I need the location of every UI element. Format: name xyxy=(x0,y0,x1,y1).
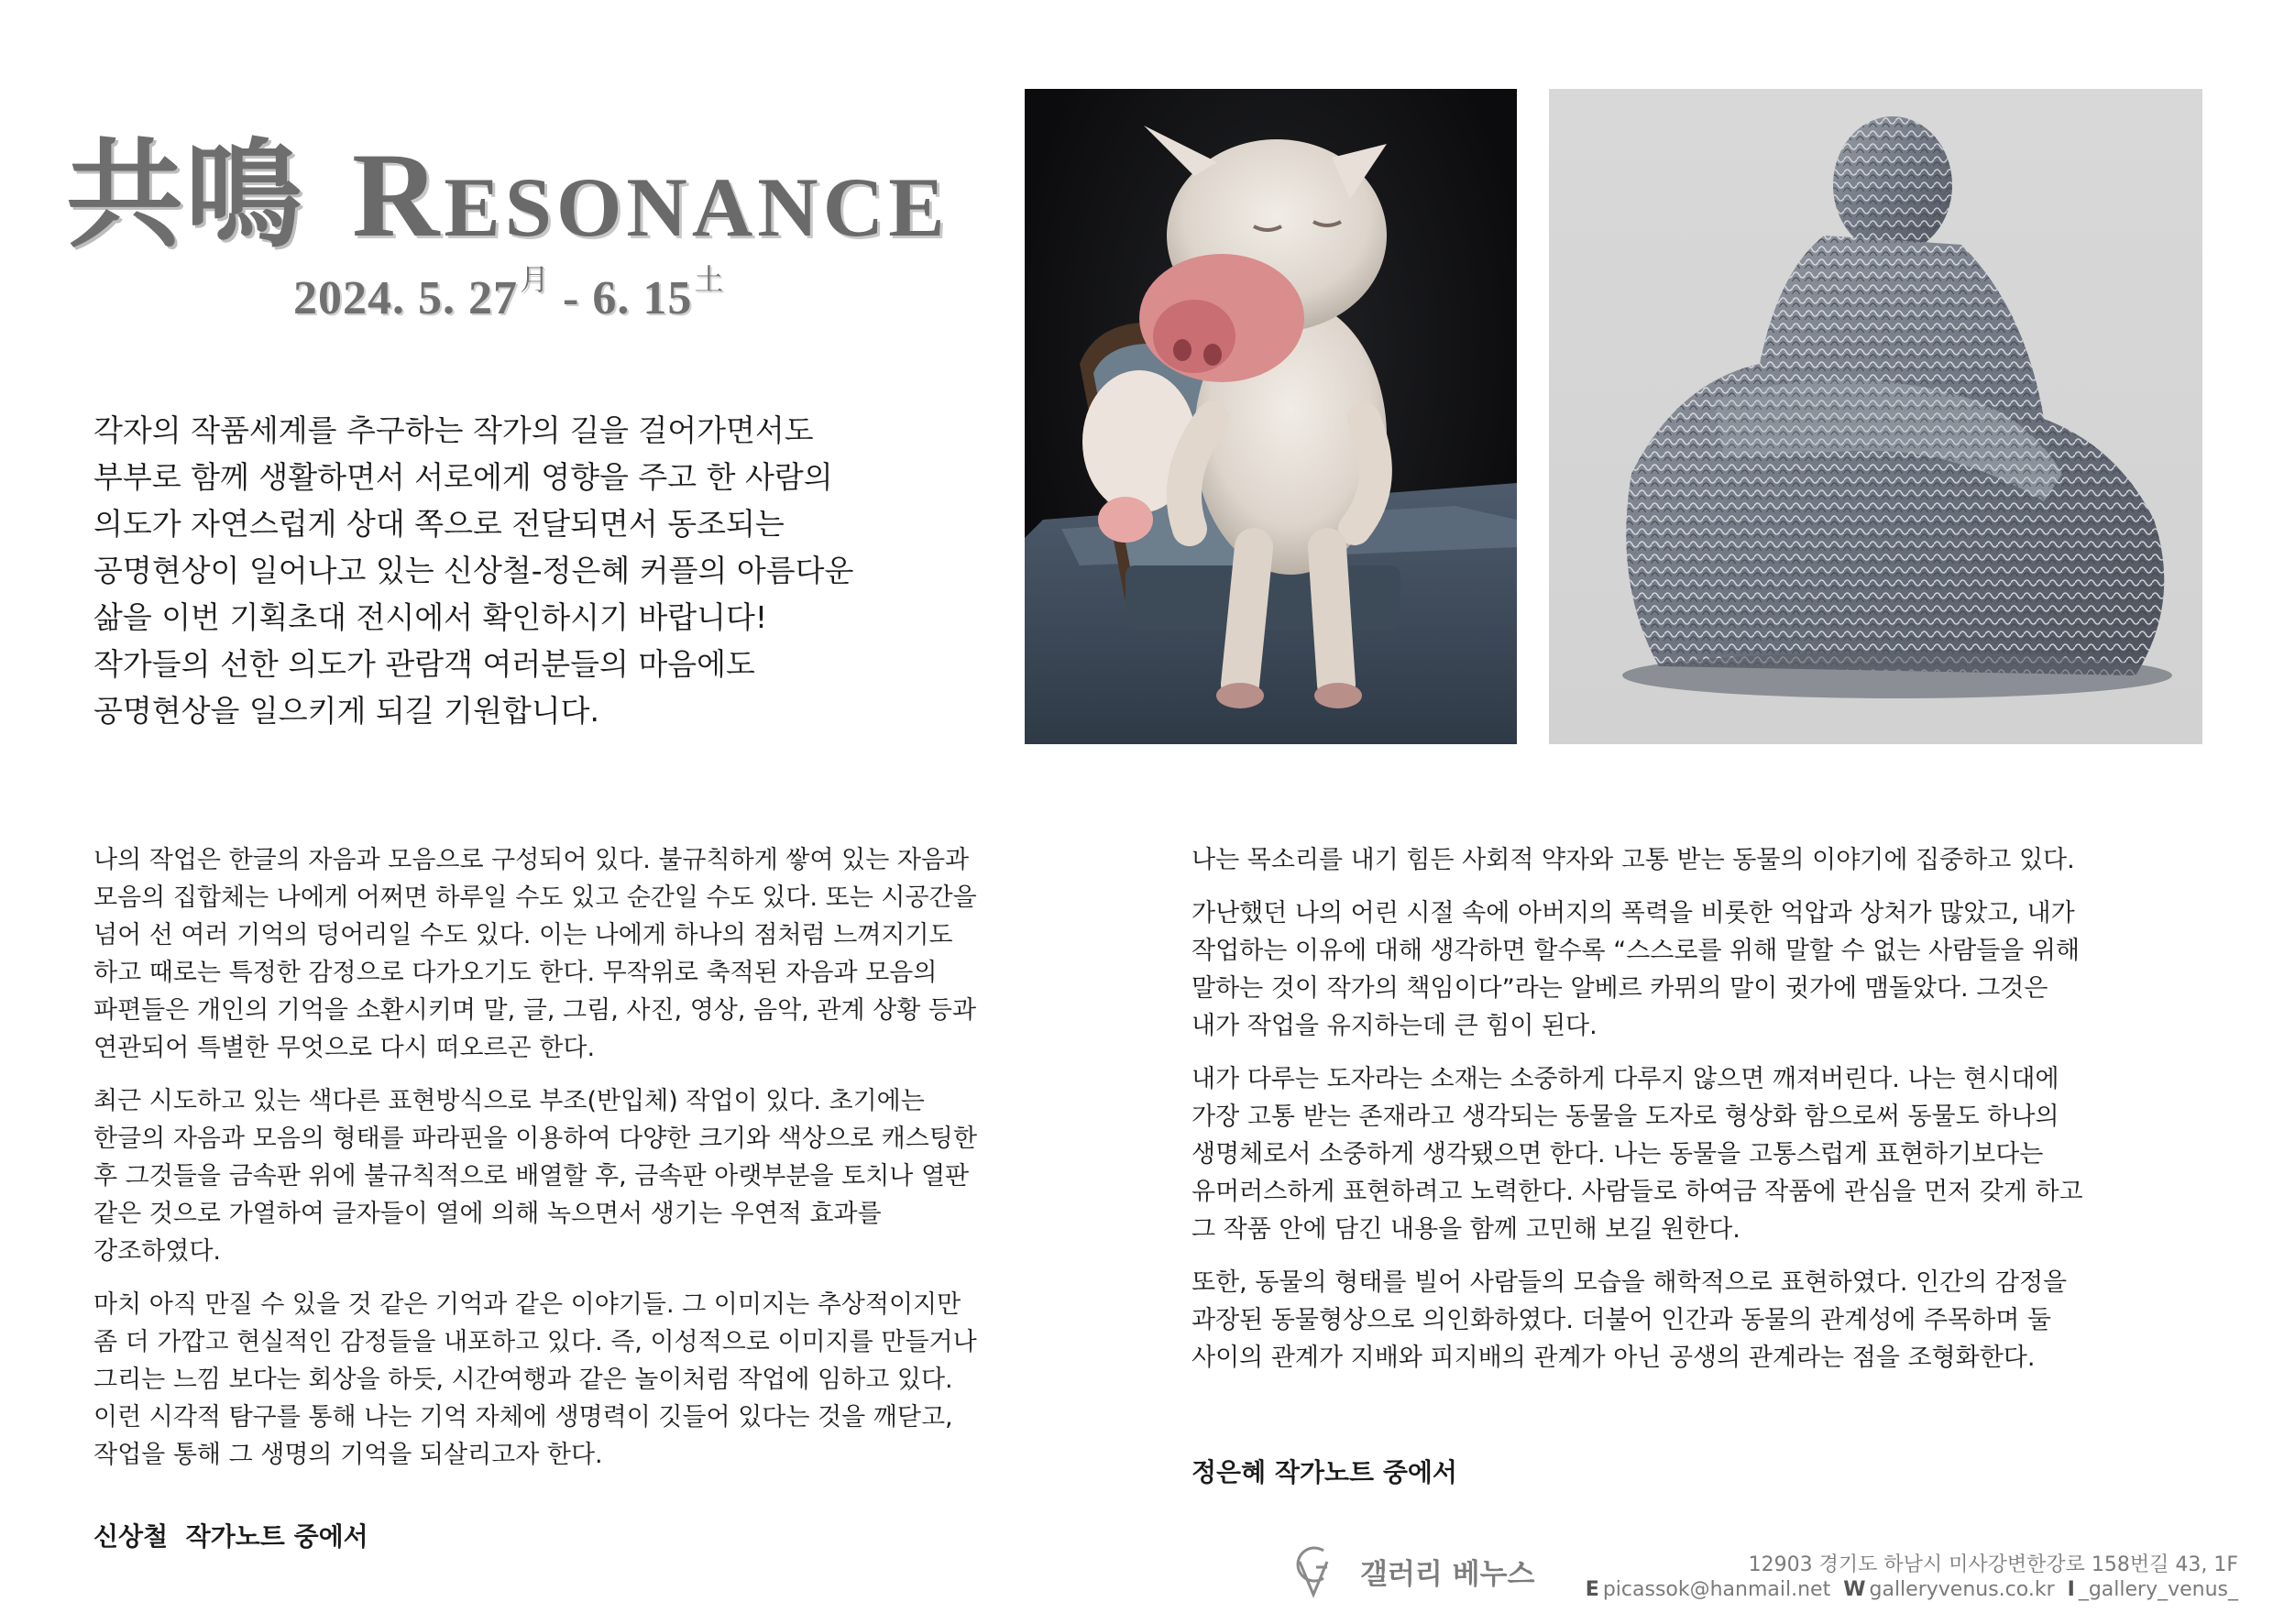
note-line: 생명체로서 소중하게 생각됐으면 한다. 나는 동물을 고통스럽게 표현하기보다는 xyxy=(1191,1140,2044,1169)
intro-line: 의도가 자연스럽게 상대 쪽으로 전달되면서 동조되는 xyxy=(93,506,785,542)
intro-line: 삶을 이번 기획초대 전시에서 확인하시기 바랍니다! xyxy=(93,599,768,635)
note-line: 가난했던 나의 어린 시절 속에 아버지의 폭력을 비롯한 억압과 상처가 많았고, 내가 xyxy=(1191,899,2075,927)
note-line: 하고 때로는 특정한 감정으로 다가오기도 한다. 무작위로 축적된 자음과 모음의 xyxy=(93,959,938,987)
note-paragraph xyxy=(1191,841,2218,879)
note-line: 파편들은 개인의 기억을 소환시키며 말, 글, 그림, 사진, 영상, 음악, 관계 상황 등과 xyxy=(93,996,977,1025)
artist-note-jeong xyxy=(1191,841,2218,1392)
title-hanja: 共鳴 xyxy=(66,126,305,264)
instagram-link[interactable]: _gallery_venus_ xyxy=(2078,1578,2238,1601)
signature-jeong: 정은혜 작가노트 중에서 xyxy=(1191,1457,1457,1487)
note-paragraph xyxy=(1191,894,2218,1045)
note-paragraph xyxy=(93,1286,1147,1474)
artist-note-shin xyxy=(93,841,1147,1489)
instagram-label: I xyxy=(2067,1578,2075,1601)
note-line: 유머러스하게 표현하려고 노력한다. 사람들로 하여금 작품에 관심을 먼저 갖게 하고 xyxy=(1191,1178,2083,1206)
note-line: 좀 더 가깝고 현실적인 감정들을 내포하고 있다. 즉, 이성적으로 이미지를 만들거나 xyxy=(93,1328,977,1356)
note-line: 그리는 느낌 보다는 회상을 하듯, 시간여행과 같은 놀이처럼 작업에 임하고 있다. xyxy=(93,1366,953,1394)
intro-line: 각자의 작품세계를 추구하는 작가의 길을 걸어가면서도 xyxy=(93,412,814,448)
note-line: 작업을 통해 그 생명의 기억을 되살리고자 한다. xyxy=(93,1441,603,1469)
date-start-day: 月 xyxy=(520,263,551,296)
gallery-name: 갤러리 베누스 xyxy=(1360,1558,1535,1591)
gallery-contact xyxy=(1586,1578,2238,1601)
intro-line: 부부로 함께 생활하면서 서로에게 영향을 주고 한 사람의 xyxy=(93,459,833,495)
gv-monogram-icon xyxy=(1290,1542,1336,1600)
note-line: 모음의 집합체는 나에게 어쩌면 하루일 수도 있고 순간일 수도 있다. 또는 시공간을 xyxy=(93,883,977,912)
exhibition-dates xyxy=(293,257,724,325)
note-line: 최근 시도하고 있는 색다른 표현방식으로 부조(반입체) 작업이 있다. 초기에는 xyxy=(93,1087,925,1115)
intro-line: 공명현상이 일어나고 있는 신상철-정은혜 커플의 아름다운 xyxy=(93,553,854,588)
pieta-sculpture-photo xyxy=(1549,89,2202,744)
gallery-address: 12903 경기도 하남시 미사강변한강로 158번길 43, 1F xyxy=(1748,1553,2238,1576)
note-line: 나는 목소리를 내기 힘든 사회적 약자와 고통 받는 동물의 이야기에 집중하고 있다. xyxy=(1191,846,2075,874)
intro-line: 작가들의 선한 의도가 관람객 여러분들의 마음에도 xyxy=(93,646,755,682)
web-label: W xyxy=(1843,1578,1866,1601)
note-paragraph xyxy=(1191,1264,2218,1377)
title-english: Resonance xyxy=(352,127,950,262)
note-line: 내가 다루는 도자라는 소재는 소중하게 다루지 않으면 깨져버린다. 나는 현시대에 xyxy=(1191,1065,2059,1093)
date-start: 2024. 5. 27 xyxy=(293,272,518,324)
web-link[interactable]: galleryvenus.co.kr xyxy=(1869,1578,2055,1601)
note-line: 넘어 선 여러 기억의 덩어리일 수도 있다. 이는 나에게 하나의 점처럼 느껴지기도 xyxy=(93,921,953,949)
note-line: 강조하였다. xyxy=(93,1237,221,1266)
intro-text xyxy=(93,407,1010,734)
note-line: 과장된 동물형상으로 의인화하였다. 더불어 인간과 동물의 관계성에 주목하며 둘 xyxy=(1191,1306,2051,1334)
note-paragraph xyxy=(1191,1060,2218,1248)
date-end-day: 土 xyxy=(694,263,725,296)
date-end: 6. 15 xyxy=(592,272,693,324)
note-line: 또한, 동물의 형태를 빌어 사람들의 모습을 해학적으로 표현하였다. 인간의 감정을 xyxy=(1191,1268,2068,1297)
note-line: 그 작품 안에 담긴 내용을 함께 고민해 보길 원한다. xyxy=(1191,1215,1740,1244)
note-line: 마치 아직 만질 수 있을 것 같은 기억과 같은 이야기들. 그 이미지는 추상적이지만 xyxy=(93,1290,961,1319)
pig-sculpture-photo xyxy=(1025,89,1517,744)
signature-shin: 신상철 작가노트 중에서 xyxy=(93,1521,368,1552)
note-line: 한글의 자음과 모음의 형태를 파라핀을 이용하여 다양한 크기와 색상으로 캐스팅한 xyxy=(93,1125,978,1153)
exhibition-title xyxy=(66,101,950,264)
note-line: 연관되어 특별한 무엇으로 다시 떠오르곤 한다. xyxy=(93,1034,596,1062)
note-paragraph xyxy=(93,1082,1147,1270)
note-line: 사이의 관계가 지배와 피지배의 관계가 아닌 공생의 관계라는 점을 조형화한다. xyxy=(1191,1344,2036,1372)
date-separator: - xyxy=(550,272,593,324)
note-line: 말하는 것이 작가의 책임이다”라는 알베르 카뮈의 말이 귓가에 맴돌았다. 그것은 xyxy=(1191,974,2048,1003)
pieta-sculpture-icon xyxy=(1549,89,2202,744)
note-line: 나의 작업은 한글의 자음과 모음으로 구성되어 있다. 불규칙하게 쌓여 있는 자음과 xyxy=(93,846,970,874)
note-line: 후 그것들을 금속판 위에 불규칙적으로 배열할 후, 금속판 아랫부분을 토치나 열판 xyxy=(93,1162,970,1191)
pig-sculpture-icon xyxy=(1025,89,1517,744)
note-line: 작업하는 이유에 대해 생각하면 할수록 “스스로를 위해 말할 수 없는 사람들을 위해 xyxy=(1191,937,2081,965)
note-line: 내가 작업을 유지하는데 큰 힘이 된다. xyxy=(1191,1012,1598,1040)
note-line: 가장 고통 받는 존재라고 생각되는 동물을 도자로 형상화 함으로써 동물도 하나의 xyxy=(1191,1103,2059,1131)
note-line: 이런 시각적 탐구를 통해 나는 기억 자체에 생명력이 깃들어 있다는 것을 깨닫고, xyxy=(93,1403,953,1432)
note-paragraph xyxy=(93,841,1147,1067)
note-line: 같은 것으로 가열하여 글자들이 열에 의해 녹으면서 생기는 우연적 효과를 xyxy=(93,1200,882,1228)
intro-line: 공명현상을 일으키게 되길 기원합니다. xyxy=(93,693,600,729)
email-link[interactable]: picassok@hanmail.net xyxy=(1602,1578,1831,1601)
email-label: E xyxy=(1585,1578,1599,1601)
